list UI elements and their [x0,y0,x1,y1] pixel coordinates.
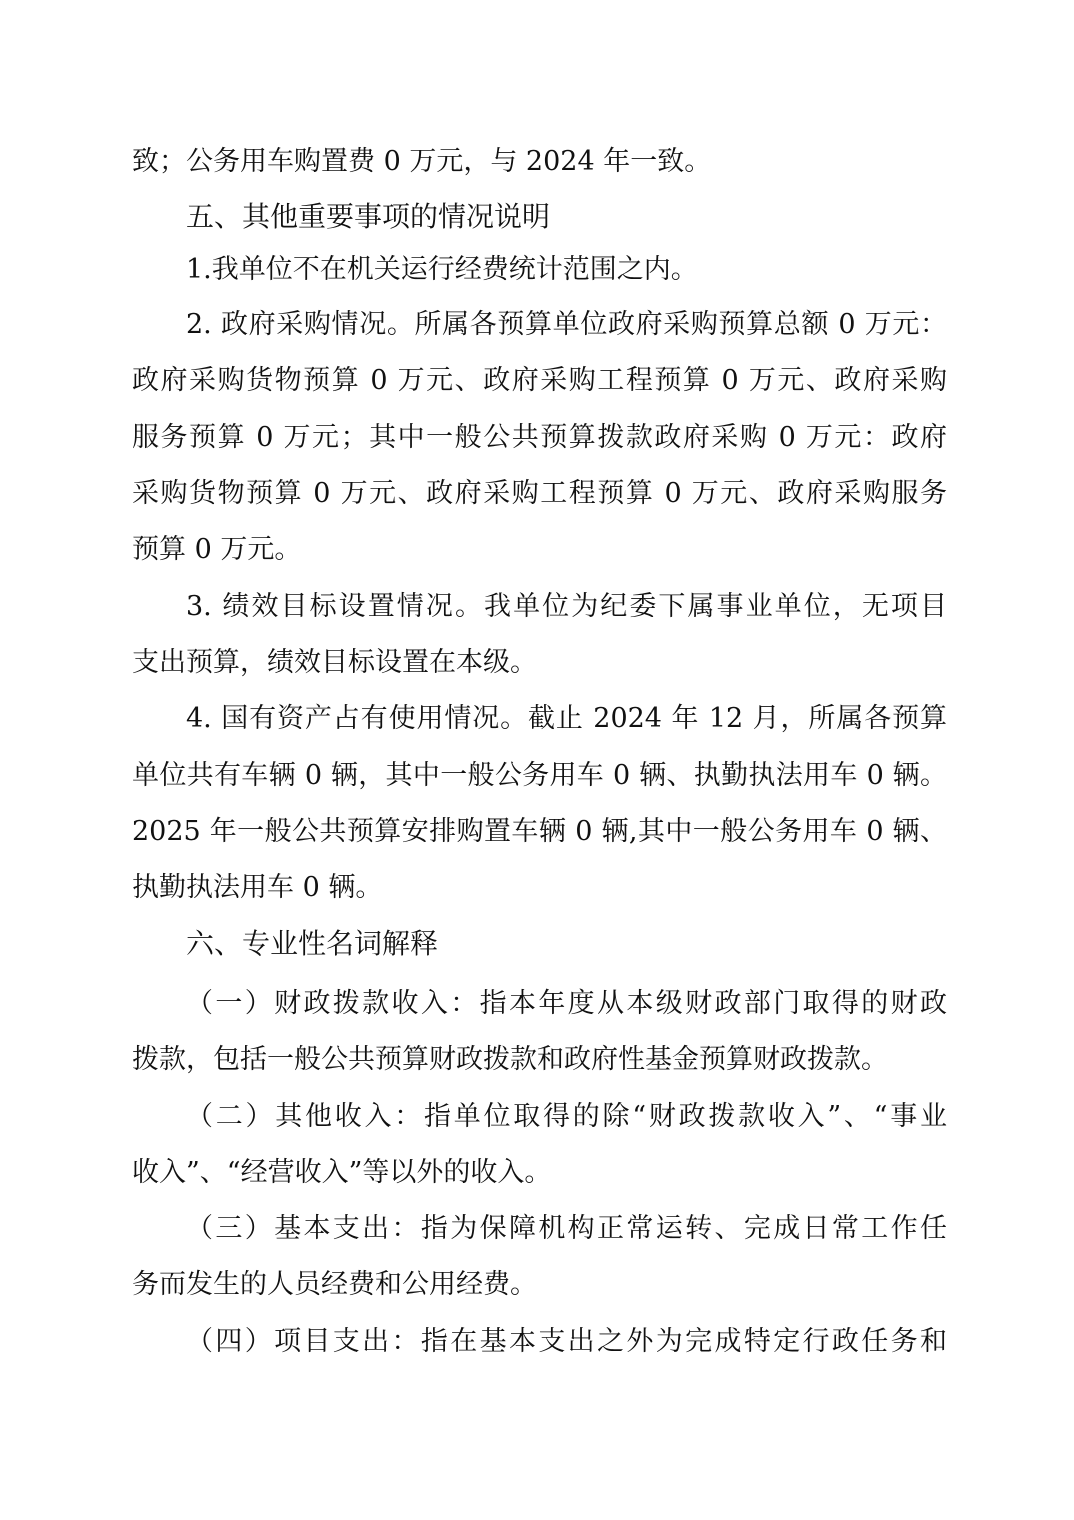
paragraph-line: 单位共有车辆 0 辆，其中一般公务用车 0 辆、执勤执法用车 0 辆。 [132,760,947,791]
paragraph-line: 采购货物预算 0 万元、政府采购工程预算 0 万元、政府采购服务 [132,478,947,509]
paragraph-line: （二）其他收入：指单位取得的除“财政拨款收入”、“事业 [186,1101,947,1132]
paragraph-line: 务而发生的人员经费和公用经费。 [132,1269,537,1300]
paragraph-line: （三）基本支出：指为保障机构正常运转、完成日常工作任 [186,1213,947,1244]
section-heading: 五、其他重要事项的情况说明 [186,200,551,233]
paragraph-line: 执勤执法用车 0 辆。 [132,872,383,903]
paragraph-line: （一）财政拨款收入：指本年度从本级财政部门取得的财政 [186,988,947,1019]
paragraph-line: 拨款，包括一般公共预算财政拨款和政府性基金预算财政拨款。 [132,1044,888,1075]
paragraph-line: 致；公务用车购置费 0 万元，与 2024 年一致。 [132,146,712,177]
paragraph-line: 3. 绩效目标设置情况。我单位为纪委下属事业单位，无项目 [186,591,947,622]
paragraph-line: 政府采购货物预算 0 万元、政府采购工程预算 0 万元、政府采购 [132,365,947,396]
paragraph-line: 2025 年一般公共预算安排购置车辆 0 辆,其中一般公务用车 0 辆、 [132,816,947,847]
paragraph-line: 1.我单位不在机关运行经费统计范围之内。 [186,254,698,285]
paragraph-line: 预算 0 万元。 [132,534,302,565]
paragraph-line: 收入”、“经营收入”等以外的收入。 [132,1157,552,1188]
section-heading: 六、专业性名词解释 [186,927,439,960]
paragraph-line: 支出预算，绩效目标设置在本级。 [132,647,537,678]
paragraph-line: 4. 国有资产占有使用情况。截止 2024 年 12 月，所属各预算 [186,703,947,734]
paragraph-line: （四）项目支出：指在基本支出之外为完成特定行政任务和 [186,1326,947,1357]
paragraph-line: 服务预算 0 万元；其中一般公共预算拨款政府采购 0 万元：政府 [132,422,947,453]
paragraph-line: 2. 政府采购情况。所属各预算单位政府采购预算总额 0 万元： [186,309,947,340]
